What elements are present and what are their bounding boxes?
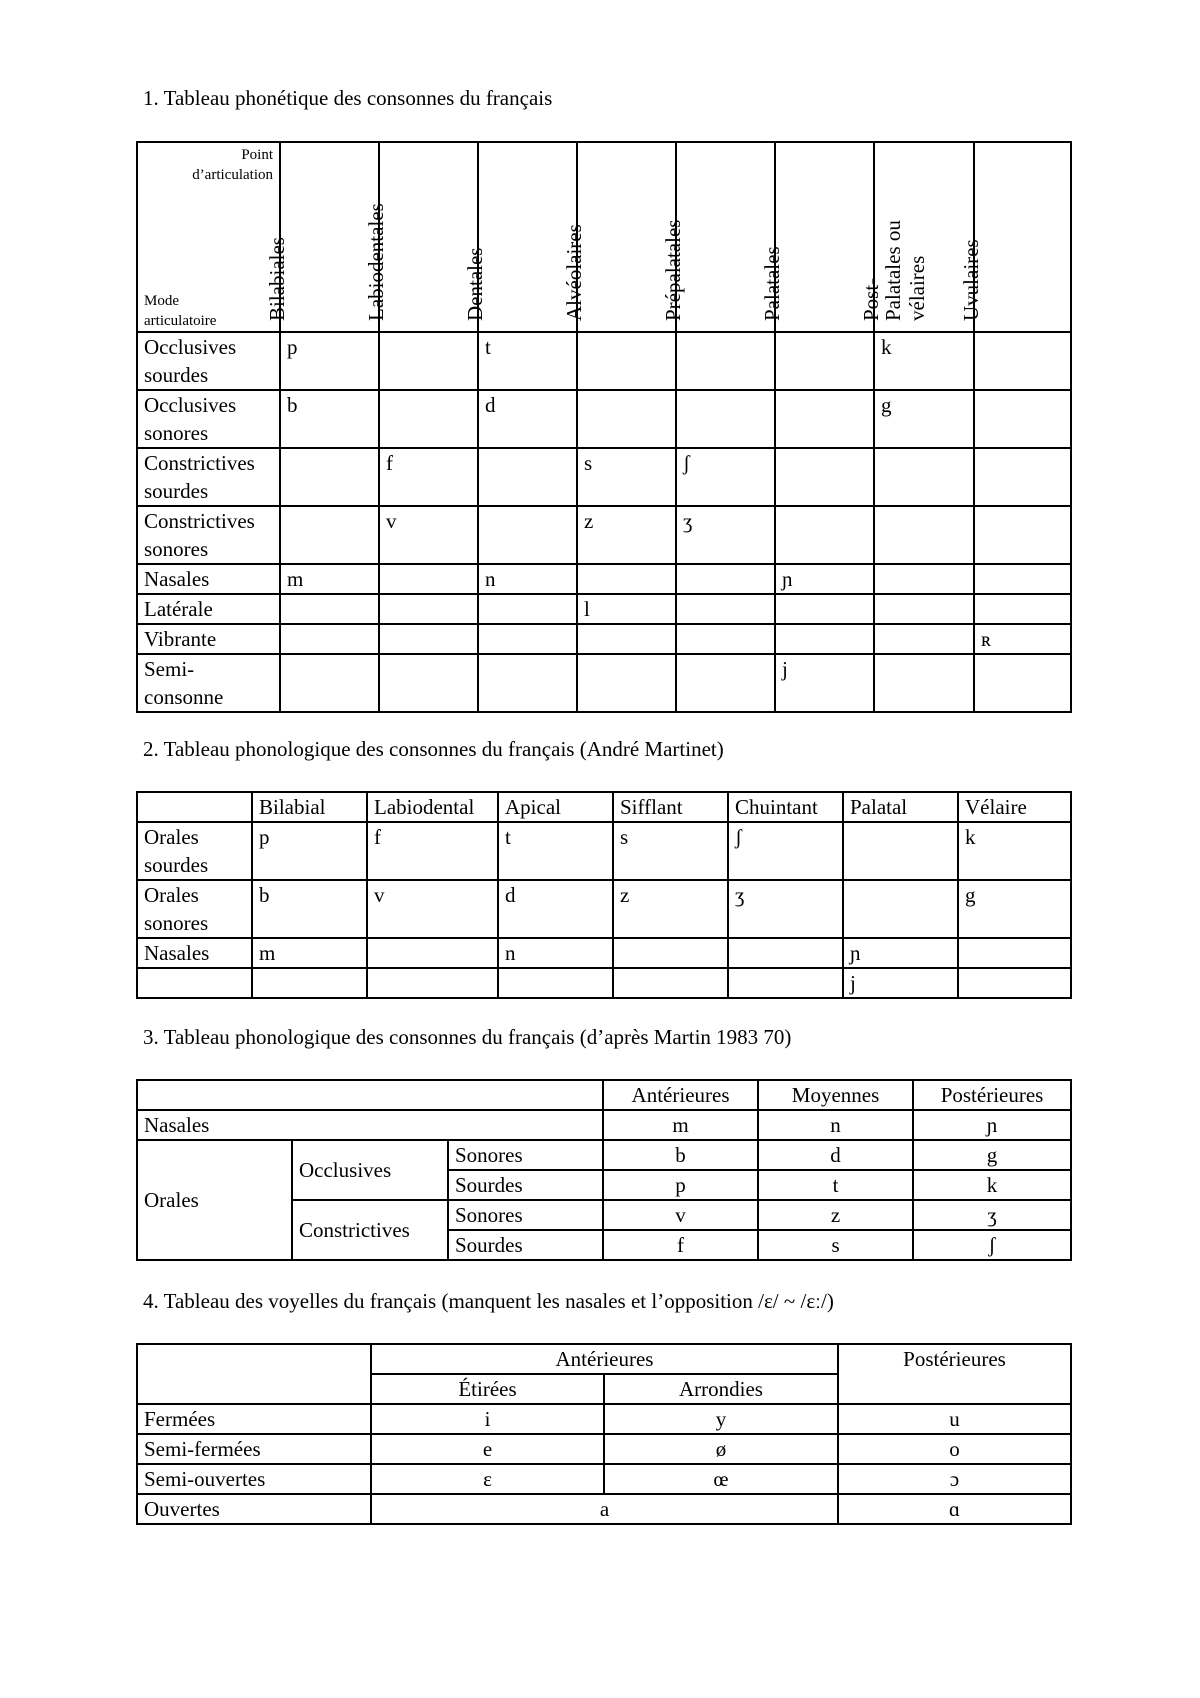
table-cell: v xyxy=(603,1200,758,1230)
section2-title: 2. Tableau phonologique des consonnes du français (André Martinet) xyxy=(143,737,724,761)
table-cell xyxy=(613,968,728,998)
table-cell: d xyxy=(478,390,577,448)
table-cell xyxy=(676,594,775,624)
table-cell: n xyxy=(758,1110,913,1140)
table-cell xyxy=(478,506,577,564)
table-cell xyxy=(728,938,843,968)
table-cell: m xyxy=(280,564,379,594)
row-label: Sonores xyxy=(448,1140,603,1170)
table-cell: n xyxy=(478,564,577,594)
table-cell: p xyxy=(603,1170,758,1200)
table-cell xyxy=(874,594,974,624)
table-cell: t xyxy=(498,822,613,880)
row-label: Occlusives sourdes xyxy=(137,332,280,390)
table-cell: k xyxy=(874,332,974,390)
row-label: Nasales xyxy=(137,1110,603,1140)
table-cell: p xyxy=(252,822,367,880)
table-cell xyxy=(498,968,613,998)
row-label: Latérale xyxy=(137,594,280,624)
table-cell: k xyxy=(913,1170,1071,1200)
row-label: Sonores xyxy=(448,1200,603,1230)
table-cell xyxy=(775,448,874,506)
table-cell: n xyxy=(498,938,613,968)
table-cell xyxy=(379,594,478,624)
table-cell xyxy=(252,968,367,998)
row-label: Occlusives sonores xyxy=(137,390,280,448)
col-header: Chuintant xyxy=(728,792,843,822)
table-cell: a xyxy=(371,1494,838,1524)
col-header-anterieures: Antérieures xyxy=(371,1344,838,1374)
table-cell: ʒ xyxy=(728,880,843,938)
table-cell xyxy=(958,968,1071,998)
table-cell xyxy=(379,654,478,712)
table-cell: s xyxy=(758,1230,913,1260)
orales-label: Orales xyxy=(137,1140,292,1260)
col-header: Palatal xyxy=(843,792,958,822)
col-header-anterieures: Antérieures xyxy=(603,1080,758,1110)
table-cell xyxy=(775,390,874,448)
table-cell xyxy=(478,448,577,506)
col-header-palatales: Palatales xyxy=(775,142,874,332)
table-cell xyxy=(676,624,775,654)
table-cell: d xyxy=(498,880,613,938)
table-cell: s xyxy=(613,822,728,880)
corner-mode-label: Mode articulatoire xyxy=(144,293,217,329)
table-cell xyxy=(974,594,1071,624)
row-label: Ouvertes xyxy=(137,1494,371,1524)
col-header-posterieures: Postérieures xyxy=(913,1080,1071,1110)
table-cell: i xyxy=(371,1404,604,1434)
table-cell: d xyxy=(758,1140,913,1170)
empty-header-cell xyxy=(137,1344,371,1404)
table-cell xyxy=(613,938,728,968)
table-cell: ʀ xyxy=(974,624,1071,654)
section4-title: 4. Tableau des voyelles du français (manquent les nasales et l’opposition /ɛ/ ~ /ɛː/) xyxy=(143,1289,834,1313)
table-cell: œ xyxy=(604,1464,838,1494)
table-cell: ʒ xyxy=(676,506,775,564)
table-cell xyxy=(676,654,775,712)
col-header-alveolaires: Alvéolaires xyxy=(577,142,676,332)
table-cell xyxy=(958,938,1071,968)
table-cell: j xyxy=(775,654,874,712)
table-cell: y xyxy=(604,1404,838,1434)
col-header xyxy=(137,792,252,822)
table-cell: p xyxy=(280,332,379,390)
table-cell xyxy=(379,564,478,594)
table-cell: z xyxy=(613,880,728,938)
table-cell xyxy=(280,594,379,624)
table-cell: v xyxy=(367,880,498,938)
table-cell xyxy=(577,624,676,654)
col-header: Sifflant xyxy=(613,792,728,822)
row-label xyxy=(137,968,252,998)
col-header-etirees: Étirées xyxy=(371,1374,604,1404)
row-label: Sourdes xyxy=(448,1170,603,1200)
table-cell xyxy=(874,448,974,506)
table-cell xyxy=(577,332,676,390)
row-label: Semi-fermées xyxy=(137,1434,371,1464)
section1-title: 1. Tableau phonétique des consonnes du français xyxy=(143,86,553,110)
table-cell: b xyxy=(252,880,367,938)
col-header-prepalatales: Prépalatales xyxy=(676,142,775,332)
table-cell: f xyxy=(367,822,498,880)
col-header-uvulaires: Uvulaires xyxy=(974,142,1071,332)
table-cell xyxy=(728,968,843,998)
col-header-moyennes: Moyennes xyxy=(758,1080,913,1110)
table-cell: b xyxy=(603,1140,758,1170)
table-cell xyxy=(775,624,874,654)
table-cell xyxy=(280,506,379,564)
col-header: Apical xyxy=(498,792,613,822)
col-header-arrondies: Arrondies xyxy=(604,1374,838,1404)
table-cell xyxy=(478,594,577,624)
row-label: Sourdes xyxy=(448,1230,603,1260)
col-header: Vélaire xyxy=(958,792,1071,822)
table-cell: ø xyxy=(604,1434,838,1464)
table-cell xyxy=(379,624,478,654)
table-cell xyxy=(974,332,1071,390)
phonetic-consonant-table xyxy=(136,141,1072,713)
table-cell: f xyxy=(379,448,478,506)
table-cell: t xyxy=(478,332,577,390)
table-cell xyxy=(874,506,974,564)
table-cell xyxy=(367,938,498,968)
row-label: Constrictives sonores xyxy=(137,506,280,564)
table-cell: ɛ xyxy=(371,1464,604,1494)
table-cell: g xyxy=(958,880,1071,938)
table-cell xyxy=(676,390,775,448)
table-cell xyxy=(478,624,577,654)
row-label: Fermées xyxy=(137,1404,371,1434)
section3-title: 3. Tableau phonologique des consonnes du français (d’après Martin 1983 70) xyxy=(143,1025,792,1049)
row-label: Semi-consonne xyxy=(137,654,280,712)
table-cell xyxy=(974,506,1071,564)
table-cell: s xyxy=(577,448,676,506)
table-cell: m xyxy=(252,938,367,968)
col-header-dentales: Dentales xyxy=(478,142,577,332)
table-cell: ɲ xyxy=(913,1110,1071,1140)
table-cell: f xyxy=(603,1230,758,1260)
martin-consonant-table xyxy=(136,1079,1072,1261)
table-cell xyxy=(379,390,478,448)
row-label: Semi-ouvertes xyxy=(137,1464,371,1494)
table-cell xyxy=(974,654,1071,712)
table-cell xyxy=(775,506,874,564)
col-header-posterieures: Postérieures xyxy=(838,1344,1071,1404)
table-cell xyxy=(577,390,676,448)
table-cell xyxy=(577,654,676,712)
table-cell: m xyxy=(603,1110,758,1140)
table-cell xyxy=(974,390,1071,448)
table-cell: g xyxy=(913,1140,1071,1170)
table-cell xyxy=(775,332,874,390)
row-label: Nasales xyxy=(137,564,280,594)
table-cell xyxy=(280,624,379,654)
table-cell xyxy=(280,654,379,712)
table-cell xyxy=(874,564,974,594)
col-header: Bilabial xyxy=(252,792,367,822)
table-cell xyxy=(874,624,974,654)
col-header-labiodentales: Labiodentales xyxy=(379,142,478,332)
col-header: Labiodental xyxy=(367,792,498,822)
row-label: Orales sourdes xyxy=(137,822,252,880)
row-label: Orales sonores xyxy=(137,880,252,938)
table-cell xyxy=(367,968,498,998)
table-cell xyxy=(280,448,379,506)
table-cell: b xyxy=(280,390,379,448)
row-label: Constrictives sourdes xyxy=(137,448,280,506)
table-cell: ʃ xyxy=(676,448,775,506)
table-cell: l xyxy=(577,594,676,624)
corner-point-label: Point d’articulation xyxy=(192,147,273,183)
empty-header-cell xyxy=(137,1080,603,1110)
table-cell: ɔ xyxy=(838,1464,1071,1494)
table-cell: ʃ xyxy=(913,1230,1071,1260)
table-cell xyxy=(843,880,958,938)
table-cell: v xyxy=(379,506,478,564)
table-cell: k xyxy=(958,822,1071,880)
table-cell: t xyxy=(758,1170,913,1200)
row-label: Vibrante xyxy=(137,624,280,654)
table-cell xyxy=(379,332,478,390)
table-cell xyxy=(843,822,958,880)
table-cell: ʒ xyxy=(913,1200,1071,1230)
table-cell xyxy=(478,654,577,712)
table-cell xyxy=(577,564,676,594)
col-header-post-palatales: Post- Palatales ou vélaires xyxy=(874,142,974,332)
table-cell: z xyxy=(758,1200,913,1230)
table-cell: j xyxy=(843,968,958,998)
table-cell xyxy=(676,564,775,594)
martinet-consonant-table xyxy=(136,791,1072,999)
table-cell: ʃ xyxy=(728,822,843,880)
table-cell xyxy=(676,332,775,390)
table-cell xyxy=(974,448,1071,506)
table-cell: e xyxy=(371,1434,604,1464)
table-cell: u xyxy=(838,1404,1071,1434)
row-label: Nasales xyxy=(137,938,252,968)
table-cell: ɑ xyxy=(838,1494,1071,1524)
table-cell xyxy=(974,564,1071,594)
table-cell: g xyxy=(874,390,974,448)
table-cell xyxy=(775,594,874,624)
table-cell: z xyxy=(577,506,676,564)
table-cell xyxy=(874,654,974,712)
table-cell: ɲ xyxy=(775,564,874,594)
corner-header xyxy=(137,142,280,332)
constrictives-label: Constrictives xyxy=(292,1200,448,1260)
col-header-bilabiales: Bilabiales xyxy=(280,142,379,332)
vowel-table xyxy=(136,1343,1072,1525)
occlusives-label: Occlusives xyxy=(292,1140,448,1200)
table-cell: o xyxy=(838,1434,1071,1464)
table-cell: ɲ xyxy=(843,938,958,968)
